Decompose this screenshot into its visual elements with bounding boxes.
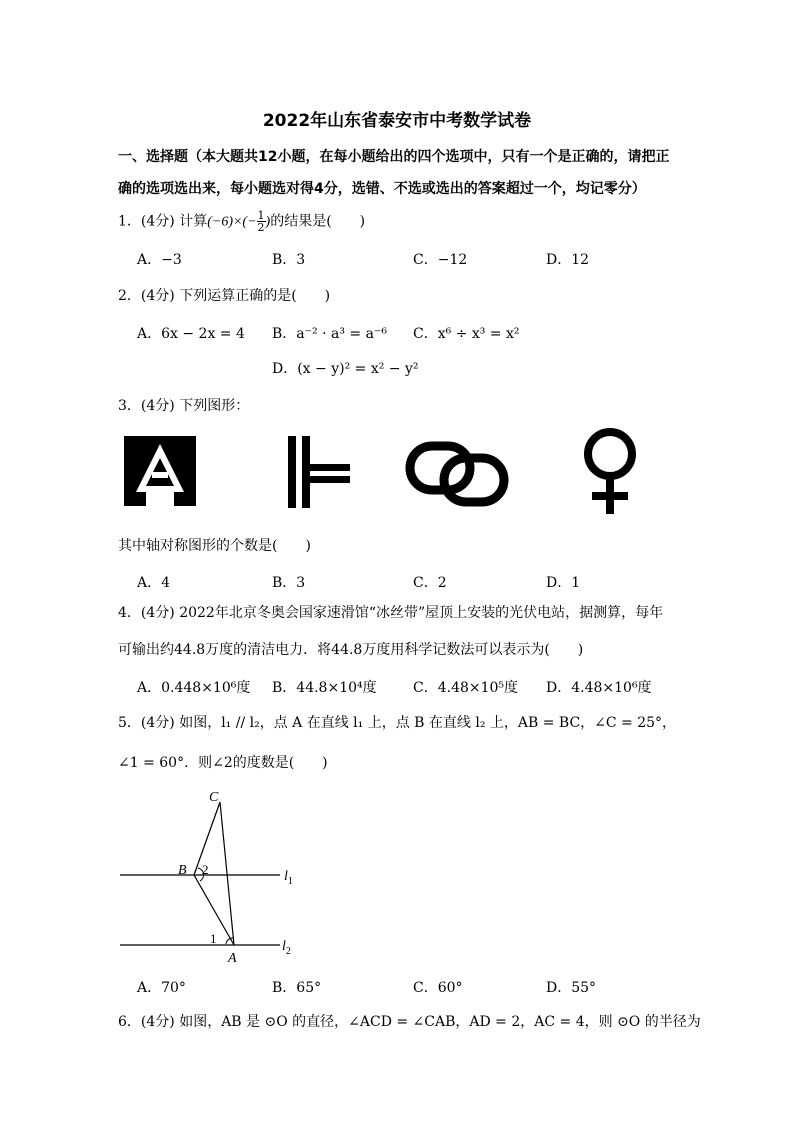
section-heading-line1: 一、选择题（本大题共12小题，在每小题给出的四个选项中，只有一个是正确的，请把正 [118,149,670,165]
q4-option-c: C．4.48×10⁵度 [413,680,519,696]
q3-figure-chain [410,446,504,502]
q3-figure-block-a [124,436,196,506]
q4-option-d: D．4.48×10⁶度 [546,680,652,696]
q4-option-a: A．0.448×10⁶度 [137,680,251,696]
q3-question: 其中轴对称图形的个数是( ) [118,538,311,554]
q3-figure-venus-symbol [588,432,632,514]
q1-suffix: 的结果是( ) [270,213,366,230]
q4-option-b: B．44.8×10⁴度 [272,680,377,696]
q1-option-c: C．−12 [413,252,468,268]
q4-stem-line2: 可输出约44.8万度的清洁电力．将44.8万度用科学记数法可以表示为( ) [118,642,584,658]
q5-label-b: B [178,863,187,878]
q2-option-a: A．6x − 2x = 4 [137,326,245,342]
q5-label-l2: $l_2$ [282,939,291,957]
q2-option-b: B．a⁻² · a³ = a⁻⁶ [272,326,387,342]
q3-option-d: D．1 [546,575,581,591]
q5-label-c: C [209,790,219,805]
q5-label-angle1: 1 [210,931,217,946]
q5-option-b: B．65° [272,980,322,996]
q5-stem-line1: 5．(4分) 如图，l₁ // l₂，点 A 在直线 l₁ 上，点 B 在直线 l₂ 上，AB = BC，∠C = 25°， [118,715,677,731]
q1-expr-a: (−6)×(− [207,214,257,230]
q1-stem [118,210,365,233]
q2-option-d: D．(x − y)² = x² − y² [272,361,419,377]
q5-option-d: D．55° [546,980,597,996]
q1-expr-b: ) [265,214,271,230]
q6-stem-line1: 6．(4分) 如图，AB 是 ⊙O 的直径，∠ACD = ∠CAB，AD = 2，AC = 4，则 ⊙O 的半径为 [118,1014,701,1030]
q1-frac-num: 1 [257,209,265,222]
q1-option-a: A．−3 [137,252,182,268]
q1-fraction [257,210,266,233]
q5-option-c: C．60° [413,980,463,996]
q5-geometry-figure [110,780,310,965]
q4-stem-line1: 4．(4分) 2022年北京冬奥会国家速滑馆“冰丝带”屋顶上安装的光伏电站，据测算，每年 [118,605,664,621]
q2-option-c: C．x⁶ ÷ x³ = x² [413,326,520,342]
q5-label-a: A [228,951,237,965]
q3-option-b: B．3 [272,575,306,591]
page-title: 2022年山东省泰安市中考数学试卷 [262,111,532,131]
q3-option-a: A．4 [137,575,171,591]
q1-option-d: D．12 [546,252,590,268]
section-heading-line2: 确的选项选出来，每小题选对得4分，选错、不选或选出的答案超过一个，均记零分） [118,181,646,197]
q3-option-c: C．2 [413,575,447,591]
q5-label-l1: $l_1$ [284,869,293,887]
q2-stem: 2．(4分) 下列运算正确的是( ) [118,288,331,304]
q5-label-angle2: 2 [202,862,209,877]
q1-frac-den: 2 [257,221,265,234]
q3-stem: 3．(4分) 下列图形： [118,398,250,414]
q3-figure-bars [288,436,350,508]
q1-option-b: B．3 [272,252,306,268]
q5-stem-line2: ∠1 = 60°．则∠2的度数是( ) [118,755,328,771]
q1-prefix: 1．(4分) 计算 [118,213,208,230]
q3-figures [118,428,678,520]
q5-option-a: A．70° [137,980,186,996]
